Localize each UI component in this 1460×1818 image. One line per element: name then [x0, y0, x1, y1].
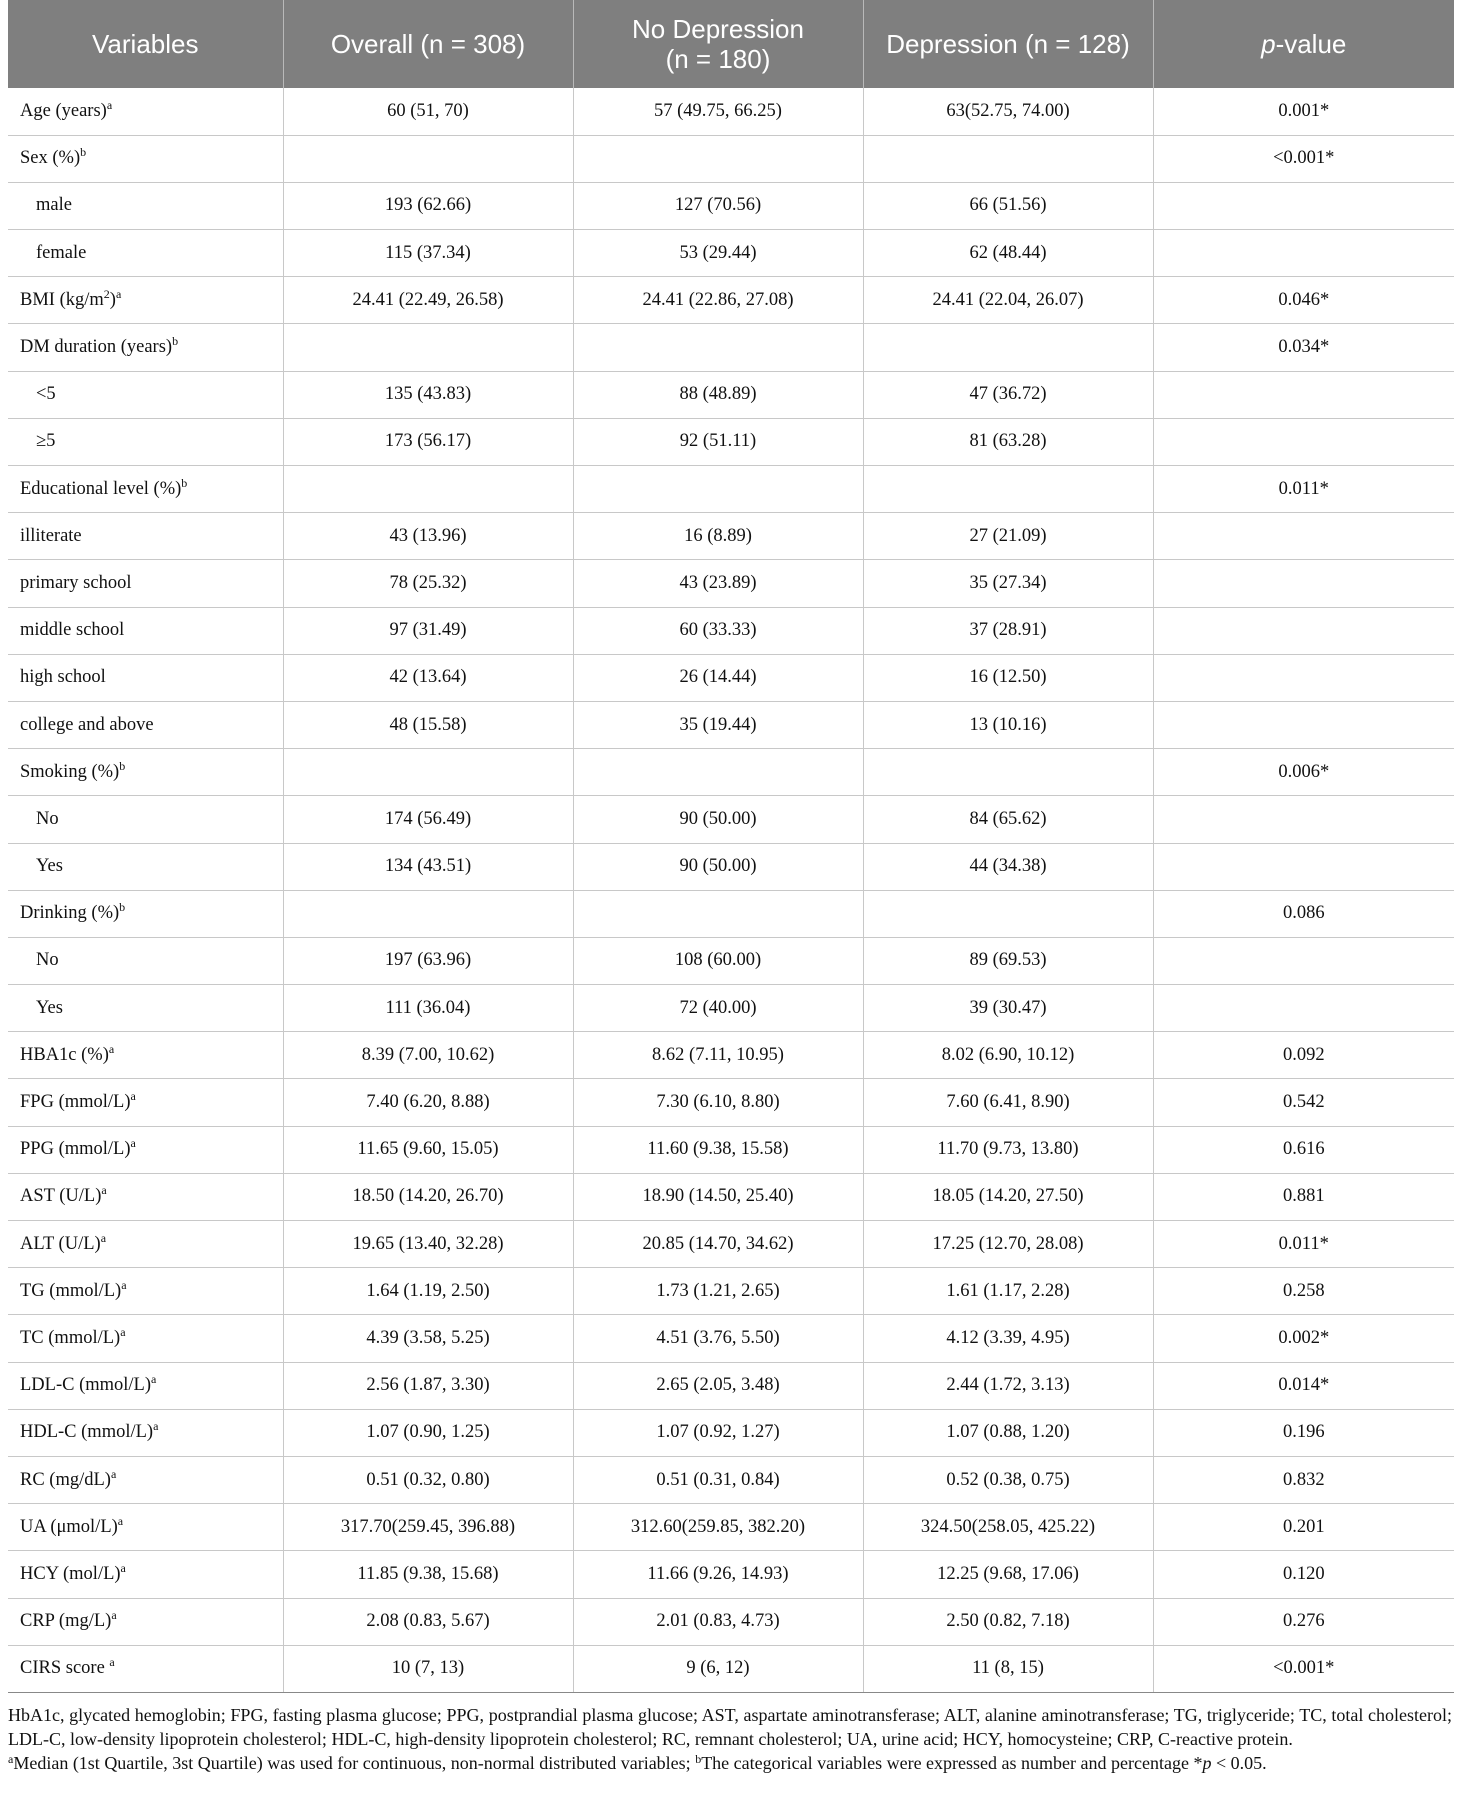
table-row — [8, 937, 1454, 984]
variable-label: Sex (%) — [20, 148, 81, 169]
cell-depression: 16 (12.50) — [863, 654, 1153, 701]
cell-overall: 11.85 (9.38, 15.68) — [283, 1551, 573, 1598]
cell-overall: 193 (62.66) — [283, 182, 573, 229]
cell-variable — [8, 1032, 283, 1079]
footnote-marker: a — [109, 1655, 115, 1670]
cell-variable — [8, 796, 283, 843]
table-row — [8, 1173, 1454, 1220]
table-row — [8, 1079, 1454, 1126]
cell-depression: 8.02 (6.90, 10.12) — [863, 1032, 1153, 1079]
cell-no-depression: 35 (19.44) — [573, 701, 863, 748]
footnote-marker: a — [100, 1230, 107, 1245]
variable-label: TC (mmol/L) — [20, 1327, 121, 1348]
baseline-characteristics-table — [8, 0, 1454, 1693]
cell-no-depression: 8.62 (7.11, 10.95) — [573, 1032, 863, 1079]
cell-overall — [283, 890, 573, 937]
table-row — [8, 749, 1454, 796]
cell-depression: 44 (34.38) — [863, 843, 1153, 890]
cell-variable — [8, 701, 283, 748]
cell-depression: 12.25 (9.68, 17.06) — [863, 1551, 1153, 1598]
footnote-marker: b — [172, 334, 179, 349]
footnote-marker: a — [117, 1513, 124, 1528]
cell-depression — [863, 466, 1153, 513]
cell-no-depression: 88 (48.89) — [573, 371, 863, 418]
cell-variable — [8, 135, 283, 182]
cell-depression: 11.70 (9.73, 13.80) — [863, 1126, 1153, 1173]
cell-variable — [8, 513, 283, 560]
table-footnote — [8, 1703, 1454, 1775]
footnote-sig-rest: < 0.05. — [1211, 1752, 1267, 1773]
variable-label: <5 — [36, 384, 56, 405]
cell-overall: 11.65 (9.60, 15.05) — [283, 1126, 573, 1173]
cell-no-depression: 43 (23.89) — [573, 560, 863, 607]
cell-overall: 18.50 (14.20, 26.70) — [283, 1173, 573, 1220]
footnote-marker: a — [130, 1089, 136, 1104]
cell-overall: 134 (43.51) — [283, 843, 573, 890]
cell-variable — [8, 1645, 283, 1692]
cell-p-value: 0.881 — [1153, 1173, 1454, 1220]
table-row — [8, 182, 1454, 229]
cell-depression: 2.50 (0.82, 7.18) — [863, 1598, 1153, 1645]
cell-no-depression: 312.60(259.85, 382.20) — [573, 1504, 863, 1551]
variable-label: Yes — [36, 997, 63, 1018]
cell-depression: 13 (10.16) — [863, 701, 1153, 748]
cell-overall: 111 (36.04) — [283, 985, 573, 1032]
cell-depression: 39 (30.47) — [863, 985, 1153, 1032]
cell-overall: 317.70(259.45, 396.88) — [283, 1504, 573, 1551]
cell-p-value: 0.832 — [1153, 1456, 1454, 1503]
variable-label: Educational level (%) — [20, 478, 182, 499]
cell-variable — [8, 1221, 283, 1268]
table-row — [8, 1551, 1454, 1598]
footnote-marker: a — [151, 1372, 157, 1387]
cell-p-value: 0.034* — [1153, 324, 1454, 371]
variable-label: UA (μmol/L) — [20, 1516, 118, 1537]
cell-overall — [283, 466, 573, 513]
cell-depression — [863, 135, 1153, 182]
cell-p-value — [1153, 182, 1454, 229]
table-row — [8, 796, 1454, 843]
cell-depression — [863, 749, 1153, 796]
cell-variable — [8, 1173, 283, 1220]
footnote-marker: a — [153, 1419, 159, 1434]
variable-label: college and above — [20, 714, 154, 735]
variable-label: primary school — [20, 572, 132, 593]
cell-depression: 47 (36.72) — [863, 371, 1153, 418]
cell-depression: 27 (21.09) — [863, 513, 1153, 560]
variable-label: Drinking (%) — [20, 903, 120, 924]
cell-variable — [8, 1551, 283, 1598]
variable-label: Age (years) — [20, 100, 107, 121]
cell-overall: 42 (13.64) — [283, 654, 573, 701]
cell-depression: 324.50(258.05, 425.22) — [863, 1504, 1153, 1551]
cell-no-depression — [573, 135, 863, 182]
footnote-marker: a — [115, 286, 122, 301]
variable-label: high school — [20, 667, 106, 688]
footnote-marker: b — [181, 475, 188, 490]
table-row — [8, 890, 1454, 937]
cell-no-depression — [573, 324, 863, 371]
footnote-sig-prefix: * — [1193, 1752, 1203, 1773]
table-row — [8, 88, 1454, 135]
cell-no-depression — [573, 466, 863, 513]
cell-no-depression: 7.30 (6.10, 8.80) — [573, 1079, 863, 1126]
cell-no-depression — [573, 890, 863, 937]
cell-no-depression: 92 (51.11) — [573, 418, 863, 465]
cell-overall: 2.08 (0.83, 5.67) — [283, 1598, 573, 1645]
cell-p-value: 0.011* — [1153, 466, 1454, 513]
cell-overall: 0.51 (0.32, 0.80) — [283, 1456, 573, 1503]
header-p-value — [1153, 0, 1454, 88]
variable-label: No — [36, 808, 59, 829]
cell-no-depression: 127 (70.56) — [573, 182, 863, 229]
cell-depression: 1.07 (0.88, 1.20) — [863, 1409, 1153, 1456]
cell-overall: 7.40 (6.20, 8.88) — [283, 1079, 573, 1126]
cell-overall: 78 (25.32) — [283, 560, 573, 607]
cell-no-depression: 11.60 (9.38, 15.58) — [573, 1126, 863, 1173]
table-row — [8, 1409, 1454, 1456]
cell-variable — [8, 277, 283, 324]
footnote-marker: a — [130, 1136, 136, 1151]
cell-depression: 66 (51.56) — [863, 182, 1153, 229]
cell-no-depression: 1.07 (0.92, 1.27) — [573, 1409, 863, 1456]
table-row — [8, 654, 1454, 701]
table-row — [8, 1362, 1454, 1409]
cell-variable — [8, 466, 283, 513]
variable-label: RC (mg/dL) — [20, 1469, 111, 1490]
cell-variable — [8, 654, 283, 701]
variable-label: PPG (mmol/L) — [20, 1139, 131, 1160]
table-row — [8, 135, 1454, 182]
cell-variable — [8, 1315, 283, 1362]
cell-overall — [283, 749, 573, 796]
cell-depression: 7.60 (6.41, 8.90) — [863, 1079, 1153, 1126]
cell-depression: 4.12 (3.39, 4.95) — [863, 1315, 1153, 1362]
table-row — [8, 701, 1454, 748]
cell-depression: 0.52 (0.38, 0.75) — [863, 1456, 1153, 1503]
cell-variable — [8, 1362, 283, 1409]
cell-depression: 62 (48.44) — [863, 230, 1153, 277]
variable-label: male — [36, 195, 72, 216]
cell-variable — [8, 937, 283, 984]
cell-p-value: <0.001* — [1153, 135, 1454, 182]
cell-no-depression: 1.73 (1.21, 2.65) — [573, 1268, 863, 1315]
table-row — [8, 607, 1454, 654]
cell-overall: 48 (15.58) — [283, 701, 573, 748]
cell-variable — [8, 1409, 283, 1456]
cell-no-depression: 26 (14.44) — [573, 654, 863, 701]
table-row — [8, 418, 1454, 465]
variable-label: AST (U/L) — [20, 1186, 102, 1207]
cell-overall: 174 (56.49) — [283, 796, 573, 843]
cell-variable — [8, 1079, 283, 1126]
table-row — [8, 1456, 1454, 1503]
cell-variable — [8, 324, 283, 371]
table-row — [8, 560, 1454, 607]
cell-no-depression: 90 (50.00) — [573, 796, 863, 843]
header-p-italic: p — [1261, 29, 1276, 59]
cell-variable — [8, 371, 283, 418]
cell-p-value — [1153, 985, 1454, 1032]
table-row — [8, 277, 1454, 324]
cell-depression — [863, 890, 1153, 937]
cell-no-depression: 16 (8.89) — [573, 513, 863, 560]
cell-p-value — [1153, 937, 1454, 984]
cell-p-value: 0.120 — [1153, 1551, 1454, 1598]
footnote-note-b: The categorical variables were expressed as number and percentage — [701, 1752, 1194, 1773]
variable-label: ALT (U/L) — [20, 1233, 101, 1254]
footnote-note-a: Median (1st Quartile, 3st Quartile) was used for continuous, non-normal distributed variables; — [13, 1752, 696, 1773]
cell-depression: 37 (28.91) — [863, 607, 1153, 654]
variable-label: DM duration (years) — [20, 337, 173, 358]
cell-p-value: 0.014* — [1153, 1362, 1454, 1409]
cell-depression: 18.05 (14.20, 27.50) — [863, 1173, 1153, 1220]
variable-label: CIRS score — [20, 1658, 110, 1679]
cell-p-value: <0.001* — [1153, 1645, 1454, 1692]
cell-p-value: 0.196 — [1153, 1409, 1454, 1456]
table-row — [8, 985, 1454, 1032]
cell-overall: 24.41 (22.49, 26.58) — [283, 277, 573, 324]
cell-depression: 2.44 (1.72, 3.13) — [863, 1362, 1153, 1409]
variable-label: Yes — [36, 856, 63, 877]
footnote-abbreviations: HbA1c, glycated hemoglobin; FPG, fasting plasma glucose; PPG, postprandial plasma glucose; AST, aspartate aminotransferase; ALT, alanine aminotransferase; TG, triglyceride; TC, total cholesterol; LDL-C, low-density lipoprotein cholesterol; HDL-C, high-density lipoprotein cholesterol; RC, remnant cholesterol; UA, urine acid; HCY, homocysteine; CRP, C-reactive protein. — [8, 1704, 1452, 1749]
cell-depression: 35 (27.34) — [863, 560, 1153, 607]
cell-overall: 10 (7, 13) — [283, 1645, 573, 1692]
cell-overall: 1.07 (0.90, 1.25) — [283, 1409, 573, 1456]
cell-p-value — [1153, 654, 1454, 701]
cell-overall: 173 (56.17) — [283, 418, 573, 465]
cell-overall — [283, 135, 573, 182]
table-row — [8, 1315, 1454, 1362]
table-body — [8, 88, 1454, 1692]
cell-variable — [8, 749, 283, 796]
cell-overall: 8.39 (7.00, 10.62) — [283, 1032, 573, 1079]
variable-label: BMI (kg/m — [20, 289, 104, 310]
cell-no-depression: 9 (6, 12) — [573, 1645, 863, 1692]
cell-variable — [8, 607, 283, 654]
cell-p-value — [1153, 371, 1454, 418]
cell-p-value: 0.542 — [1153, 1079, 1454, 1126]
cell-p-value — [1153, 230, 1454, 277]
cell-no-depression: 57 (49.75, 66.25) — [573, 88, 863, 135]
cell-p-value: 0.092 — [1153, 1032, 1454, 1079]
cell-overall: 97 (31.49) — [283, 607, 573, 654]
cell-p-value: 0.006* — [1153, 749, 1454, 796]
cell-p-value: 0.276 — [1153, 1598, 1454, 1645]
cell-p-value — [1153, 796, 1454, 843]
cell-overall: 2.56 (1.87, 3.30) — [283, 1362, 573, 1409]
cell-overall: 135 (43.83) — [283, 371, 573, 418]
table-row — [8, 1221, 1454, 1268]
table-row — [8, 324, 1454, 371]
footnote-marker: a — [106, 97, 113, 112]
table-row — [8, 371, 1454, 418]
table-row — [8, 843, 1454, 890]
cell-p-value — [1153, 418, 1454, 465]
cell-variable — [8, 1598, 283, 1645]
variable-label: HCY (mol/L) — [20, 1563, 121, 1584]
footnote-marker: a — [108, 1041, 115, 1056]
header-no-depression-line1: No Depression — [632, 14, 804, 44]
cell-depression — [863, 324, 1153, 371]
header-depression: Depression (n = 128) — [863, 0, 1153, 88]
variable-label: TG (mmol/L) — [20, 1280, 122, 1301]
cell-p-value: 0.616 — [1153, 1126, 1454, 1173]
variable-label: illiterate — [20, 525, 82, 546]
cell-variable — [8, 985, 283, 1032]
footnote-marker: a — [111, 1608, 117, 1623]
cell-no-depression: 18.90 (14.50, 25.40) — [573, 1173, 863, 1220]
table-row — [8, 1645, 1454, 1692]
variable-label: No — [36, 950, 59, 971]
cell-variable — [8, 182, 283, 229]
cell-p-value — [1153, 843, 1454, 890]
cell-overall: 115 (37.34) — [283, 230, 573, 277]
cell-p-value — [1153, 701, 1454, 748]
cell-p-value: 0.201 — [1153, 1504, 1454, 1551]
cell-depression: 1.61 (1.17, 2.28) — [863, 1268, 1153, 1315]
footnote-sig-p: p — [1202, 1752, 1212, 1773]
cell-p-value: 0.001* — [1153, 88, 1454, 135]
footnote-marker: a — [121, 1277, 127, 1292]
cell-no-depression: 53 (29.44) — [573, 230, 863, 277]
cell-p-value: 0.046* — [1153, 277, 1454, 324]
cell-p-value — [1153, 513, 1454, 560]
cell-variable — [8, 1504, 283, 1551]
variable-label: middle school — [20, 620, 125, 641]
cell-no-depression: 24.41 (22.86, 27.08) — [573, 277, 863, 324]
footnote-marker: a — [120, 1324, 126, 1339]
cell-variable — [8, 1268, 283, 1315]
header-no-depression-line2: (n = 180) — [665, 44, 771, 74]
variable-label: ≥5 — [36, 431, 56, 452]
table-row — [8, 1268, 1454, 1315]
cell-variable — [8, 88, 283, 135]
header-overall: Overall (n = 308) — [283, 0, 573, 88]
cell-variable — [8, 418, 283, 465]
cell-p-value: 0.011* — [1153, 1221, 1454, 1268]
footnote-sup-b: b — [695, 1751, 702, 1766]
cell-no-depression: 0.51 (0.31, 0.84) — [573, 1456, 863, 1503]
footnote-marker: a — [120, 1560, 126, 1575]
variable-label: HDL-C (mmol/L) — [20, 1422, 154, 1443]
cell-p-value: 0.086 — [1153, 890, 1454, 937]
footnote-marker: b — [80, 145, 87, 160]
variable-label: LDL-C (mmol/L) — [20, 1375, 152, 1396]
table-row — [8, 230, 1454, 277]
cell-p-value — [1153, 607, 1454, 654]
cell-variable — [8, 1456, 283, 1503]
footnote-marker: b — [119, 758, 126, 773]
table-row — [8, 1504, 1454, 1551]
cell-no-depression: 108 (60.00) — [573, 937, 863, 984]
cell-variable — [8, 843, 283, 890]
cell-overall — [283, 324, 573, 371]
variable-label-suffix: ) — [109, 289, 116, 310]
cell-overall: 60 (51, 70) — [283, 88, 573, 135]
cell-depression: 11 (8, 15) — [863, 1645, 1153, 1692]
variable-label: CRP (mg/L) — [20, 1611, 112, 1632]
cell-p-value: 0.258 — [1153, 1268, 1454, 1315]
table-row — [8, 466, 1454, 513]
cell-overall: 197 (63.96) — [283, 937, 573, 984]
cell-no-depression: 60 (33.33) — [573, 607, 863, 654]
cell-no-depression: 2.01 (0.83, 4.73) — [573, 1598, 863, 1645]
cell-variable — [8, 890, 283, 937]
cell-depression: 89 (69.53) — [863, 937, 1153, 984]
table-row — [8, 1032, 1454, 1079]
unit-superscript: 2 — [103, 286, 110, 301]
variable-label: Smoking (%) — [20, 761, 120, 782]
cell-no-depression: 90 (50.00) — [573, 843, 863, 890]
cell-overall: 19.65 (13.40, 32.28) — [283, 1221, 573, 1268]
footnote-marker: b — [119, 900, 126, 915]
cell-depression: 84 (65.62) — [863, 796, 1153, 843]
table-container — [8, 0, 1454, 1775]
header-variables: Variables — [8, 0, 283, 88]
cell-depression: 81 (63.28) — [863, 418, 1153, 465]
variable-label: female — [36, 242, 87, 263]
cell-no-depression: 11.66 (9.26, 14.93) — [573, 1551, 863, 1598]
cell-depression: 63(52.75, 74.00) — [863, 88, 1153, 135]
cell-no-depression: 72 (40.00) — [573, 985, 863, 1032]
cell-no-depression: 4.51 (3.76, 5.50) — [573, 1315, 863, 1362]
header-p-rest: -value — [1275, 29, 1347, 59]
table-header-row — [8, 0, 1454, 88]
cell-overall: 1.64 (1.19, 2.50) — [283, 1268, 573, 1315]
variable-label: HBA1c (%) — [20, 1044, 109, 1065]
cell-overall: 43 (13.96) — [283, 513, 573, 560]
cell-no-depression: 2.65 (2.05, 3.48) — [573, 1362, 863, 1409]
cell-p-value: 0.002* — [1153, 1315, 1454, 1362]
footnote-sup-a: a — [8, 1751, 14, 1766]
cell-depression: 24.41 (22.04, 26.07) — [863, 277, 1153, 324]
table-row — [8, 513, 1454, 560]
cell-p-value — [1153, 560, 1454, 607]
footnote-marker: a — [110, 1466, 117, 1481]
cell-variable — [8, 1126, 283, 1173]
table-row — [8, 1598, 1454, 1645]
header-no-depression — [573, 0, 863, 88]
footnote-marker: a — [101, 1183, 107, 1198]
cell-depression: 17.25 (12.70, 28.08) — [863, 1221, 1153, 1268]
cell-no-depression — [573, 749, 863, 796]
cell-no-depression: 20.85 (14.70, 34.62) — [573, 1221, 863, 1268]
cell-overall: 4.39 (3.58, 5.25) — [283, 1315, 573, 1362]
table-row — [8, 1126, 1454, 1173]
cell-variable — [8, 560, 283, 607]
variable-label: FPG (mmol/L) — [20, 1092, 131, 1113]
cell-variable — [8, 230, 283, 277]
